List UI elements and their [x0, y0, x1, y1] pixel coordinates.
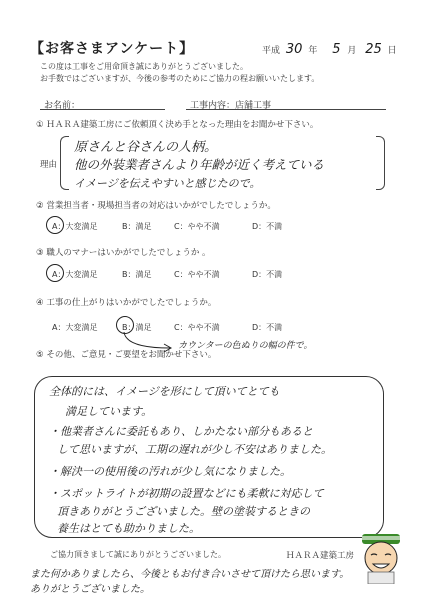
day-value: 25 — [365, 42, 382, 57]
day-label: 日 — [387, 46, 397, 56]
reason-bracket-right — [376, 136, 385, 190]
reason-answer-1: 原さんと谷さんの人柄。 — [74, 140, 218, 155]
q4-option-d: D：不満 — [252, 323, 283, 332]
month-value: 5 — [332, 42, 341, 57]
comment-line-2: 満足しています。 — [65, 405, 153, 418]
year-value: 30 — [285, 42, 303, 57]
q3-option-b: B：満足 — [122, 270, 152, 279]
date-block — [262, 42, 397, 57]
q2-option-b: B：満足 — [122, 222, 152, 231]
intro-line-2: お手数ではございますが、今後の参考のためにご協力の程お願いいたします。 — [40, 74, 320, 83]
comment-line-3: ・他業者さんに委託もあり、しかたない部分もあると — [49, 425, 313, 438]
footer-company: ＨＡＲＡ建築工房 — [286, 551, 355, 561]
q4-option-a: A：大変満足 — [52, 323, 98, 332]
name-underline — [40, 109, 165, 110]
comment-line-8: 養生はとても助かりました。 — [57, 522, 200, 535]
comment-line-7: 頂きありがとうございました。壁の塗装するときの — [57, 505, 310, 518]
q4-label: ④ 工事の仕上がりはいかがでしたでしょうか。 — [36, 298, 217, 308]
q2-selected-circle — [46, 216, 64, 234]
q2-label: ② 営業担当者・現場担当者の対応はいかがでしたでしょうか。 — [36, 201, 276, 211]
comments-box — [34, 376, 384, 538]
q3-option-d: D：不満 — [252, 270, 283, 279]
closing-line-1: また何かありましたら、今後ともお付き合いさせて頂けたら思います。 — [30, 569, 350, 580]
q4-option-b: B：満足 — [122, 323, 152, 332]
q1-label: ① ＨＡＲＡ建築工房にご依頼頂く決め手となった理由をお聞かせ下さい。 — [36, 120, 319, 130]
reason-answer-3: イメージを伝えやすいと感じたので。 — [74, 177, 261, 190]
comment-line-6: ・スポットライトが初期の設置などにも柔軟に対応して — [49, 487, 324, 500]
q5-label: ⑤ その他、ご意見・ご要望をお聞かせ下さい。 — [36, 350, 217, 360]
q4-option-c: C：やや不満 — [174, 323, 220, 332]
q3-option-a: A：大変満足 — [52, 270, 98, 279]
comment-line-1: 全体的には、イメージを形にして頂いてとても — [49, 385, 280, 398]
q2-option-a: A：大変満足 — [52, 222, 98, 231]
comment-line-4: して思いますが、工期の遅れが少し不安はありました。 — [57, 443, 332, 456]
q2-option-d: D：不満 — [252, 222, 283, 231]
reason-answer-2: 他の外装業者さんより年齢が近く考えている — [74, 157, 325, 172]
era-label: 平成 — [262, 46, 281, 56]
q3-option-c: C：やや不満 — [174, 270, 220, 279]
q3-label: ③ 職人のマナーはいかがでしたでしょうか 。 — [36, 248, 211, 258]
work-label: 工事内容：店舗工事 — [190, 101, 272, 111]
footer-thanks: ご協力頂きまして誠にありがとうございました。 — [50, 550, 226, 559]
name-label: お名前： — [44, 101, 81, 111]
closing-line-2: ありがとうございました。 — [30, 584, 150, 595]
mascot-illustration — [358, 528, 404, 584]
year-label: 年 — [308, 46, 318, 56]
reason-bracket-left — [60, 136, 69, 190]
work-underline — [186, 109, 386, 110]
intro-line-1: この度は工事をご用命頂き誠にありがとうございました。 — [40, 62, 248, 71]
reason-label: 理由 — [40, 160, 58, 170]
q2-option-c: C：やや不満 — [174, 222, 220, 231]
q4-margin-note: カウンターの色ぬりの幅の件で。 — [178, 341, 313, 351]
month-label: 月 — [347, 46, 357, 56]
form-title: 【お客さまアンケート】 — [30, 41, 195, 57]
comment-line-5: ・解決一の使用後の汚れが少し気になりました。 — [49, 465, 291, 478]
q3-selected-circle — [46, 264, 64, 282]
